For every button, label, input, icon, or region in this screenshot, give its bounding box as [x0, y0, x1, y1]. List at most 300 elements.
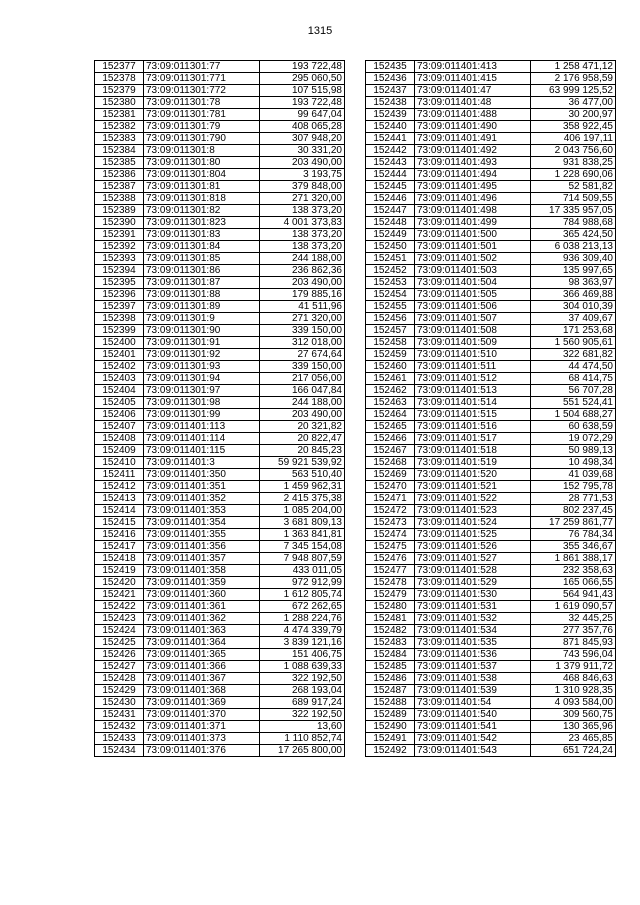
right-table-row: [366, 253, 616, 265]
row-number-cell: 152485: [366, 661, 415, 673]
right-table-row: [366, 457, 616, 469]
value-cell: 339 150,00: [260, 325, 345, 337]
cadastral-number-cell: 73:09:011401:361: [144, 601, 260, 613]
cadastral-number-cell: 73:09:011401:3: [144, 457, 260, 469]
row-number-cell: 152472: [366, 505, 415, 517]
value-cell: 1 310 928,35: [531, 685, 616, 697]
right-table-row: [366, 361, 616, 373]
right-table-row: [366, 193, 616, 205]
left-table-row: [95, 457, 345, 469]
value-cell: 98 363,97: [531, 277, 616, 289]
row-number-cell: 152449: [366, 229, 415, 241]
left-table-row: [95, 277, 345, 289]
cadastral-number-cell: 73:09:011401:491: [415, 133, 531, 145]
row-number-cell: 152412: [95, 481, 144, 493]
value-cell: 551 524,41: [531, 397, 616, 409]
row-number-cell: 152416: [95, 529, 144, 541]
value-cell: 358 922,45: [531, 121, 616, 133]
cadastral-number-cell: 73:09:011401:354: [144, 517, 260, 529]
value-cell: 322 192,50: [260, 673, 345, 685]
cadastral-number-cell: 73:09:011301:87: [144, 277, 260, 289]
value-cell: 76 784,34: [531, 529, 616, 541]
cadastral-number-cell: 73:09:011401:536: [415, 649, 531, 661]
row-number-cell: 152469: [366, 469, 415, 481]
left-table-row: [95, 229, 345, 241]
value-cell: 339 150,00: [260, 361, 345, 373]
left-table-row: [95, 553, 345, 565]
left-table-row: [95, 745, 345, 757]
cadastral-number-cell: 73:09:011401:511: [415, 361, 531, 373]
left-table-row: [95, 697, 345, 709]
row-number-cell: 152483: [366, 637, 415, 649]
left-table-row: [95, 133, 345, 145]
left-table-row: [95, 469, 345, 481]
right-table-row: [366, 445, 616, 457]
cadastral-number-cell: 73:09:011401:352: [144, 493, 260, 505]
cadastral-number-cell: 73:09:011401:360: [144, 589, 260, 601]
value-cell: 1 612 805,74: [260, 589, 345, 601]
right-table-row: [366, 289, 616, 301]
row-number-cell: 152401: [95, 349, 144, 361]
value-cell: 1 560 905,61: [531, 337, 616, 349]
value-cell: 138 373,20: [260, 205, 345, 217]
left-table-row: [95, 733, 345, 745]
right-table-row: [366, 85, 616, 97]
row-number-cell: 152475: [366, 541, 415, 553]
cadastral-number-cell: 73:09:011301:772: [144, 85, 260, 97]
cadastral-number-cell: 73:09:011301:86: [144, 265, 260, 277]
cadastral-number-cell: 73:09:011401:495: [415, 181, 531, 193]
left-table-row: [95, 301, 345, 313]
row-number-cell: 152426: [95, 649, 144, 661]
cadastral-number-cell: 73:09:011401:516: [415, 421, 531, 433]
row-number-cell: 152395: [95, 277, 144, 289]
row-number-cell: 152490: [366, 721, 415, 733]
row-number-cell: 152430: [95, 697, 144, 709]
value-cell: 17 259 861,77: [531, 517, 616, 529]
right-table-row: [366, 181, 616, 193]
cadastral-number-cell: 73:09:011401:540: [415, 709, 531, 721]
row-number-cell: 152447: [366, 205, 415, 217]
value-cell: 232 358,63: [531, 565, 616, 577]
right-table-row: [366, 517, 616, 529]
row-number-cell: 152379: [95, 85, 144, 97]
value-cell: 379 848,00: [260, 181, 345, 193]
value-cell: 651 724,24: [531, 745, 616, 757]
row-number-cell: 152407: [95, 421, 144, 433]
row-number-cell: 152408: [95, 433, 144, 445]
left-table-row: [95, 349, 345, 361]
cadastral-number-cell: 73:09:011401:371: [144, 721, 260, 733]
cadastral-number-cell: 73:09:011401:520: [415, 469, 531, 481]
left-table-row: [95, 421, 345, 433]
value-cell: 406 197,11: [531, 133, 616, 145]
value-cell: 63 999 125,52: [531, 85, 616, 97]
cadastral-number-cell: 73:09:011401:113: [144, 421, 260, 433]
left-table-row: [95, 493, 345, 505]
value-cell: 304 010,39: [531, 301, 616, 313]
cadastral-number-cell: 73:09:011301:8: [144, 145, 260, 157]
row-number-cell: 152421: [95, 589, 144, 601]
cadastral-number-cell: 73:09:011401:498: [415, 205, 531, 217]
cadastral-number-cell: 73:09:011301:88: [144, 289, 260, 301]
cadastral-number-cell: 73:09:011301:77: [144, 61, 260, 73]
right-table-row: [366, 673, 616, 685]
row-number-cell: 152417: [95, 541, 144, 553]
cadastral-number-cell: 73:09:011401:541: [415, 721, 531, 733]
cadastral-number-cell: 73:09:011401:114: [144, 433, 260, 445]
cadastral-number-cell: 73:09:011401:490: [415, 121, 531, 133]
right-table-row: [366, 157, 616, 169]
cadastral-number-cell: 73:09:011401:503: [415, 265, 531, 277]
left-table-row: [95, 193, 345, 205]
cadastral-number-cell: 73:09:011401:362: [144, 613, 260, 625]
right-table-row: [366, 601, 616, 613]
value-cell: 36 477,00: [531, 97, 616, 109]
left-table-row: [95, 373, 345, 385]
value-cell: 1 088 639,33: [260, 661, 345, 673]
row-number-cell: 152464: [366, 409, 415, 421]
row-number-cell: 152454: [366, 289, 415, 301]
cadastral-number-cell: 73:09:011401:542: [415, 733, 531, 745]
cadastral-number-cell: 73:09:011401:514: [415, 397, 531, 409]
right-table-row: [366, 337, 616, 349]
right-table-row: [366, 121, 616, 133]
row-number-cell: 152394: [95, 265, 144, 277]
cadastral-number-cell: 73:09:011401:515: [415, 409, 531, 421]
row-number-cell: 152441: [366, 133, 415, 145]
value-cell: 277 357,76: [531, 625, 616, 637]
right-table-row: [366, 313, 616, 325]
left-table: [94, 60, 345, 757]
left-table-row: [95, 409, 345, 421]
row-number-cell: 152386: [95, 169, 144, 181]
right-table-row: [366, 553, 616, 565]
left-table-row: [95, 313, 345, 325]
right-table-row: [366, 301, 616, 313]
left-table-row: [95, 637, 345, 649]
left-table-row: [95, 241, 345, 253]
row-number-cell: 152415: [95, 517, 144, 529]
row-number-cell: 152473: [366, 517, 415, 529]
right-table-row: [366, 421, 616, 433]
right-table-row: [366, 541, 616, 553]
row-number-cell: 152393: [95, 253, 144, 265]
left-table-row: [95, 445, 345, 457]
left-table-row: [95, 385, 345, 397]
left-table-row: [95, 253, 345, 265]
left-table-row: [95, 673, 345, 685]
cadastral-number-cell: 73:09:011401:522: [415, 493, 531, 505]
cadastral-number-cell: 73:09:011401:507: [415, 313, 531, 325]
right-table-row: [366, 721, 616, 733]
value-cell: 322 192,50: [260, 709, 345, 721]
value-cell: 408 065,28: [260, 121, 345, 133]
cadastral-number-cell: 73:09:011401:504: [415, 277, 531, 289]
value-cell: 27 674,64: [260, 349, 345, 361]
cadastral-number-cell: 73:09:011401:47: [415, 85, 531, 97]
right-table: [365, 60, 616, 757]
row-number-cell: 152484: [366, 649, 415, 661]
value-cell: 2 043 756,60: [531, 145, 616, 157]
value-cell: 30 200,97: [531, 109, 616, 121]
left-table-row: [95, 565, 345, 577]
cadastral-number-cell: 73:09:011401:359: [144, 577, 260, 589]
right-table-row: [366, 73, 616, 85]
cadastral-number-cell: 73:09:011401:364: [144, 637, 260, 649]
cadastral-number-cell: 73:09:011401:517: [415, 433, 531, 445]
right-table-row: [366, 469, 616, 481]
row-number-cell: 152411: [95, 469, 144, 481]
left-table-row: [95, 433, 345, 445]
row-number-cell: 152488: [366, 697, 415, 709]
row-number-cell: 152431: [95, 709, 144, 721]
cadastral-number-cell: 73:09:011401:500: [415, 229, 531, 241]
value-cell: 3 193,75: [260, 169, 345, 181]
right-table-row: [366, 409, 616, 421]
cadastral-number-cell: 73:09:011401:499: [415, 217, 531, 229]
left-table-row: [95, 157, 345, 169]
row-number-cell: 152435: [366, 61, 415, 73]
row-number-cell: 152465: [366, 421, 415, 433]
row-number-cell: 152429: [95, 685, 144, 697]
cadastral-number-cell: 73:09:011401:539: [415, 685, 531, 697]
cadastral-number-cell: 73:09:011301:790: [144, 133, 260, 145]
right-table-row: [366, 145, 616, 157]
left-table-row: [95, 205, 345, 217]
row-number-cell: 152428: [95, 673, 144, 685]
value-cell: 433 011,05: [260, 565, 345, 577]
row-number-cell: 152396: [95, 289, 144, 301]
value-cell: 366 469,88: [531, 289, 616, 301]
row-number-cell: 152442: [366, 145, 415, 157]
row-number-cell: 152445: [366, 181, 415, 193]
value-cell: 322 681,82: [531, 349, 616, 361]
row-number-cell: 152480: [366, 601, 415, 613]
value-cell: 689 917,24: [260, 697, 345, 709]
cadastral-number-cell: 73:09:011401:532: [415, 613, 531, 625]
left-table-row: [95, 529, 345, 541]
cadastral-number-cell: 73:09:011401:527: [415, 553, 531, 565]
row-number-cell: 152443: [366, 157, 415, 169]
value-cell: 784 988,68: [531, 217, 616, 229]
value-cell: 1 504 688,27: [531, 409, 616, 421]
value-cell: 1 379 911,72: [531, 661, 616, 673]
cadastral-number-cell: 73:09:011401:528: [415, 565, 531, 577]
page-number: 1315: [307, 25, 333, 37]
cadastral-number-cell: 73:09:011401:512: [415, 373, 531, 385]
row-number-cell: 152384: [95, 145, 144, 157]
left-table-row: [95, 217, 345, 229]
left-table-row: [95, 181, 345, 193]
cadastral-number-cell: 73:09:011301:84: [144, 241, 260, 253]
cadastral-number-cell: 73:09:011401:370: [144, 709, 260, 721]
cadastral-number-cell: 73:09:011401:493: [415, 157, 531, 169]
value-cell: 268 193,04: [260, 685, 345, 697]
value-cell: 1 288 224,76: [260, 613, 345, 625]
cadastral-number-cell: 73:09:011401:524: [415, 517, 531, 529]
value-cell: 41 511,96: [260, 301, 345, 313]
row-number-cell: 152404: [95, 385, 144, 397]
row-number-cell: 152409: [95, 445, 144, 457]
right-table-row: [366, 397, 616, 409]
value-cell: 271 320,00: [260, 193, 345, 205]
left-table-row: [95, 577, 345, 589]
row-number-cell: 152458: [366, 337, 415, 349]
cadastral-number-cell: 73:09:011301:99: [144, 409, 260, 421]
cadastral-number-cell: 73:09:011401:535: [415, 637, 531, 649]
right-table-row: [366, 685, 616, 697]
cadastral-number-cell: 73:09:011301:89: [144, 301, 260, 313]
row-number-cell: 152456: [366, 313, 415, 325]
row-number-cell: 152492: [366, 745, 415, 757]
right-table-row: [366, 133, 616, 145]
row-number-cell: 152486: [366, 673, 415, 685]
row-number-cell: 152477: [366, 565, 415, 577]
cadastral-number-cell: 73:09:011301:85: [144, 253, 260, 265]
row-number-cell: 152466: [366, 433, 415, 445]
row-number-cell: 152402: [95, 361, 144, 373]
value-cell: 217 056,00: [260, 373, 345, 385]
value-cell: 203 490,00: [260, 277, 345, 289]
value-cell: 1 085 204,00: [260, 505, 345, 517]
row-number-cell: 152434: [95, 745, 144, 757]
right-table-row: [366, 265, 616, 277]
row-number-cell: 152489: [366, 709, 415, 721]
cadastral-number-cell: 73:09:011301:781: [144, 109, 260, 121]
row-number-cell: 152410: [95, 457, 144, 469]
value-cell: 41 039,68: [531, 469, 616, 481]
value-cell: 312 018,00: [260, 337, 345, 349]
value-cell: 743 596,04: [531, 649, 616, 661]
row-number-cell: 152438: [366, 97, 415, 109]
cadastral-number-cell: 73:09:011401:415: [415, 73, 531, 85]
row-number-cell: 152420: [95, 577, 144, 589]
row-number-cell: 152433: [95, 733, 144, 745]
value-cell: 295 060,50: [260, 73, 345, 85]
row-number-cell: 152405: [95, 397, 144, 409]
row-number-cell: 152450: [366, 241, 415, 253]
left-table-row: [95, 97, 345, 109]
row-number-cell: 152419: [95, 565, 144, 577]
value-cell: 166 047,84: [260, 385, 345, 397]
row-number-cell: 152453: [366, 277, 415, 289]
cadastral-number-cell: 73:09:011401:355: [144, 529, 260, 541]
row-number-cell: 152437: [366, 85, 415, 97]
row-number-cell: 152398: [95, 313, 144, 325]
value-cell: 20 321,82: [260, 421, 345, 433]
value-cell: 138 373,20: [260, 241, 345, 253]
cadastral-number-cell: 73:09:011301:94: [144, 373, 260, 385]
cadastral-number-cell: 73:09:011401:505: [415, 289, 531, 301]
row-number-cell: 152462: [366, 385, 415, 397]
right-table-row: [366, 481, 616, 493]
cadastral-number-cell: 73:09:011401:509: [415, 337, 531, 349]
cadastral-number-cell: 73:09:011301:80: [144, 157, 260, 169]
value-cell: 309 560,75: [531, 709, 616, 721]
right-table-row: [366, 373, 616, 385]
right-table-row: [366, 433, 616, 445]
value-cell: 2 415 375,38: [260, 493, 345, 505]
cadastral-number-cell: 73:09:011401:492: [415, 145, 531, 157]
left-table-row: [95, 685, 345, 697]
row-number-cell: 152403: [95, 373, 144, 385]
cadastral-number-cell: 73:09:011401:356: [144, 541, 260, 553]
cadastral-number-cell: 73:09:011401:518: [415, 445, 531, 457]
right-table-row: [366, 565, 616, 577]
cadastral-number-cell: 73:09:011401:531: [415, 601, 531, 613]
value-cell: 271 320,00: [260, 313, 345, 325]
value-cell: 972 912,99: [260, 577, 345, 589]
cadastral-number-cell: 73:09:011301:79: [144, 121, 260, 133]
cadastral-number-cell: 73:09:011401:521: [415, 481, 531, 493]
left-table-row: [95, 85, 345, 97]
left-table-row: [95, 517, 345, 529]
value-cell: 355 346,67: [531, 541, 616, 553]
row-number-cell: 152423: [95, 613, 144, 625]
cadastral-number-cell: 73:09:011301:804: [144, 169, 260, 181]
row-number-cell: 152479: [366, 589, 415, 601]
cadastral-number-cell: 73:09:011401:351: [144, 481, 260, 493]
row-number-cell: 152446: [366, 193, 415, 205]
right-table-row: [366, 385, 616, 397]
right-table-row: [366, 577, 616, 589]
value-cell: 3 681 809,13: [260, 517, 345, 529]
right-table-row: [366, 61, 616, 73]
row-number-cell: 152378: [95, 73, 144, 85]
left-table-row: [95, 289, 345, 301]
row-number-cell: 152463: [366, 397, 415, 409]
left-table-row: [95, 541, 345, 553]
left-table-row: [95, 661, 345, 673]
row-number-cell: 152470: [366, 481, 415, 493]
value-cell: 1 619 090,57: [531, 601, 616, 613]
value-cell: 1 110 852,74: [260, 733, 345, 745]
left-table-row: [95, 601, 345, 613]
value-cell: 802 237,45: [531, 505, 616, 517]
cadastral-number-cell: 73:09:011401:543: [415, 745, 531, 757]
value-cell: 17 265 800,00: [260, 745, 345, 757]
right-table-row: [366, 661, 616, 673]
value-cell: 19 072,29: [531, 433, 616, 445]
cadastral-number-cell: 73:09:011401:363: [144, 625, 260, 637]
value-cell: 307 948,20: [260, 133, 345, 145]
value-cell: 365 424,50: [531, 229, 616, 241]
row-number-cell: 152457: [366, 325, 415, 337]
value-cell: 56 707,28: [531, 385, 616, 397]
cadastral-number-cell: 73:09:011301:9: [144, 313, 260, 325]
value-cell: 10 498,34: [531, 457, 616, 469]
row-number-cell: 152424: [95, 625, 144, 637]
left-table-row: [95, 109, 345, 121]
right-table-row: [366, 277, 616, 289]
value-cell: 44 474,50: [531, 361, 616, 373]
cadastral-number-cell: 73:09:011401:513: [415, 385, 531, 397]
row-number-cell: 152391: [95, 229, 144, 241]
left-table-row: [95, 265, 345, 277]
cadastral-number-cell: 73:09:011401:413: [415, 61, 531, 73]
value-cell: 52 581,82: [531, 181, 616, 193]
right-table-row: [366, 97, 616, 109]
cadastral-number-cell: 73:09:011401:496: [415, 193, 531, 205]
cadastral-number-cell: 73:09:011301:82: [144, 205, 260, 217]
row-number-cell: 152460: [366, 361, 415, 373]
row-number-cell: 152388: [95, 193, 144, 205]
row-number-cell: 152487: [366, 685, 415, 697]
cadastral-number-cell: 73:09:011301:823: [144, 217, 260, 229]
value-cell: 59 921 539,92: [260, 457, 345, 469]
value-cell: 30 331,20: [260, 145, 345, 157]
